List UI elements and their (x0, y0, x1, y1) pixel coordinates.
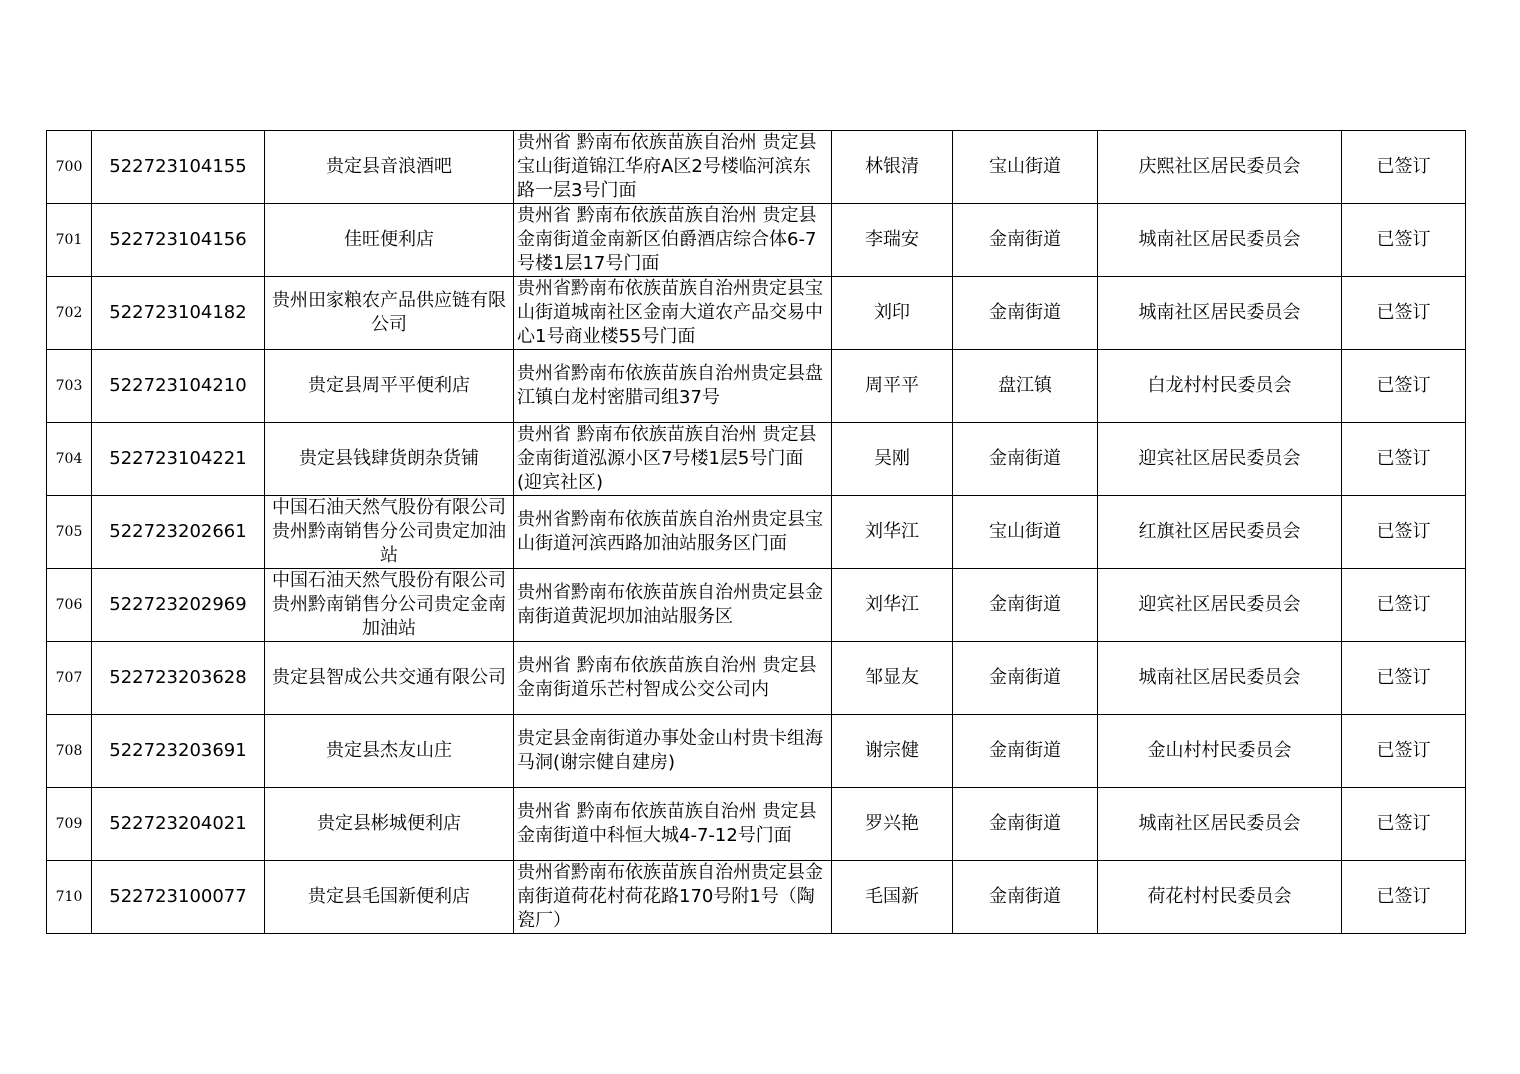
cell-responsible-person: 谢宗健 (832, 715, 953, 788)
cell-registration-code: 522723104210 (92, 350, 265, 423)
cell-address: 贵州省黔南布依族苗族自治州贵定县金南街道荷花村荷花路170号附1号（陶瓷厂） (514, 861, 832, 934)
cell-registration-code: 522723104155 (92, 131, 265, 204)
cell-sign-status: 已签订 (1342, 204, 1466, 277)
table-row (47, 350, 1466, 423)
cell-business-name: 中国石油天然气股份有限公司贵州黔南销售分公司贵定金南加油站 (265, 569, 514, 642)
cell-community-committee: 城南社区居民委员会 (1098, 788, 1342, 861)
cell-sign-status: 已签订 (1342, 131, 1466, 204)
cell-street-office: 金南街道 (953, 642, 1098, 715)
table-body (47, 131, 1466, 934)
cell-sequence-number: 706 (47, 569, 92, 642)
cell-address: 贵州省黔南布依族苗族自治州贵定县宝山街道城南社区金南大道农产品交易中心1号商业楼55号门面 (514, 277, 832, 350)
cell-street-office: 金南街道 (953, 861, 1098, 934)
cell-address: 贵州省 黔南布依族苗族自治州 贵定县金南街道泓源小区7号楼1层5号门面(迎宾社区) (514, 423, 832, 496)
cell-community-committee: 白龙村村民委员会 (1098, 350, 1342, 423)
table-row (47, 569, 1466, 642)
cell-registration-code: 522723104182 (92, 277, 265, 350)
cell-registration-code: 522723202661 (92, 496, 265, 569)
cell-community-committee: 庆熙社区居民委员会 (1098, 131, 1342, 204)
cell-street-office: 金南街道 (953, 423, 1098, 496)
table-row (47, 423, 1466, 496)
table-row (47, 715, 1466, 788)
cell-responsible-person: 周平平 (832, 350, 953, 423)
cell-community-committee: 红旗社区居民委员会 (1098, 496, 1342, 569)
cell-business-name: 贵定县音浪酒吧 (265, 131, 514, 204)
cell-registration-code: 522723100077 (92, 861, 265, 934)
cell-sign-status: 已签订 (1342, 788, 1466, 861)
cell-street-office: 金南街道 (953, 569, 1098, 642)
cell-address: 贵州省 黔南布依族苗族自治州 贵定县金南街道金南新区伯爵酒店综合体6-7号楼1层17号门面 (514, 204, 832, 277)
cell-sequence-number: 708 (47, 715, 92, 788)
cell-street-office: 宝山街道 (953, 496, 1098, 569)
cell-sign-status: 已签订 (1342, 569, 1466, 642)
cell-community-committee: 迎宾社区居民委员会 (1098, 569, 1342, 642)
cell-sequence-number: 710 (47, 861, 92, 934)
cell-sequence-number: 705 (47, 496, 92, 569)
table-row (47, 788, 1466, 861)
cell-address: 贵州省黔南布依族苗族自治州贵定县金南街道黄泥坝加油站服务区 (514, 569, 832, 642)
cell-sequence-number: 703 (47, 350, 92, 423)
table-row (47, 131, 1466, 204)
cell-business-name: 贵定县杰友山庄 (265, 715, 514, 788)
table-row (47, 642, 1466, 715)
cell-responsible-person: 刘华江 (832, 569, 953, 642)
cell-address: 贵州省黔南布依族苗族自治州贵定县宝山街道河滨西路加油站服务区门面 (514, 496, 832, 569)
cell-sign-status: 已签订 (1342, 350, 1466, 423)
cell-sequence-number: 707 (47, 642, 92, 715)
cell-street-office: 金南街道 (953, 788, 1098, 861)
cell-registration-code: 522723104156 (92, 204, 265, 277)
cell-community-committee: 城南社区居民委员会 (1098, 277, 1342, 350)
registry-table (46, 130, 1466, 934)
cell-community-committee: 荷花村村民委员会 (1098, 861, 1342, 934)
cell-sign-status: 已签订 (1342, 642, 1466, 715)
cell-responsible-person: 刘华江 (832, 496, 953, 569)
cell-business-name: 贵定县智成公共交通有限公司 (265, 642, 514, 715)
cell-community-committee: 城南社区居民委员会 (1098, 204, 1342, 277)
cell-business-name: 贵定县彬城便利店 (265, 788, 514, 861)
cell-business-name: 贵定县钱肆货朗杂货铺 (265, 423, 514, 496)
cell-community-committee: 城南社区居民委员会 (1098, 642, 1342, 715)
cell-address: 贵州省 黔南布依族苗族自治州 贵定县宝山街道锦江华府A区2号楼临河滨东路一层3号门面 (514, 131, 832, 204)
cell-address: 贵州省黔南布依族苗族自治州贵定县盘江镇白龙村密腊司组37号 (514, 350, 832, 423)
cell-responsible-person: 毛国新 (832, 861, 953, 934)
cell-street-office: 金南街道 (953, 715, 1098, 788)
cell-responsible-person: 罗兴艳 (832, 788, 953, 861)
cell-business-name: 贵州田家粮农产品供应链有限公司 (265, 277, 514, 350)
cell-address: 贵州省 黔南布依族苗族自治州 贵定县金南街道乐芒村智成公交公司内 (514, 642, 832, 715)
cell-sequence-number: 701 (47, 204, 92, 277)
cell-community-committee: 迎宾社区居民委员会 (1098, 423, 1342, 496)
cell-street-office: 金南街道 (953, 204, 1098, 277)
cell-business-name: 中国石油天然气股份有限公司贵州黔南销售分公司贵定加油站 (265, 496, 514, 569)
cell-responsible-person: 刘印 (832, 277, 953, 350)
table-row (47, 496, 1466, 569)
cell-sequence-number: 700 (47, 131, 92, 204)
cell-sign-status: 已签订 (1342, 861, 1466, 934)
cell-registration-code: 522723202969 (92, 569, 265, 642)
cell-street-office: 金南街道 (953, 277, 1098, 350)
cell-sign-status: 已签订 (1342, 423, 1466, 496)
table-row (47, 861, 1466, 934)
cell-registration-code: 522723204021 (92, 788, 265, 861)
cell-address: 贵定县金南街道办事处金山村贵卡组海马洞(谢宗健自建房) (514, 715, 832, 788)
cell-registration-code: 522723203628 (92, 642, 265, 715)
cell-community-committee: 金山村村民委员会 (1098, 715, 1342, 788)
cell-business-name: 佳旺便利店 (265, 204, 514, 277)
table-row (47, 204, 1466, 277)
cell-business-name: 贵定县周平平便利店 (265, 350, 514, 423)
cell-street-office: 盘江镇 (953, 350, 1098, 423)
cell-sequence-number: 704 (47, 423, 92, 496)
cell-sign-status: 已签订 (1342, 277, 1466, 350)
table-row (47, 277, 1466, 350)
cell-business-name: 贵定县毛国新便利店 (265, 861, 514, 934)
cell-registration-code: 522723104221 (92, 423, 265, 496)
cell-responsible-person: 吴刚 (832, 423, 953, 496)
cell-street-office: 宝山街道 (953, 131, 1098, 204)
cell-responsible-person: 李瑞安 (832, 204, 953, 277)
cell-sequence-number: 702 (47, 277, 92, 350)
cell-address: 贵州省 黔南布依族苗族自治州 贵定县金南街道中科恒大城4-7-12号门面 (514, 788, 832, 861)
cell-sign-status: 已签订 (1342, 715, 1466, 788)
cell-responsible-person: 邹显友 (832, 642, 953, 715)
cell-registration-code: 522723203691 (92, 715, 265, 788)
cell-sequence-number: 709 (47, 788, 92, 861)
cell-sign-status: 已签订 (1342, 496, 1466, 569)
cell-responsible-person: 林银清 (832, 131, 953, 204)
